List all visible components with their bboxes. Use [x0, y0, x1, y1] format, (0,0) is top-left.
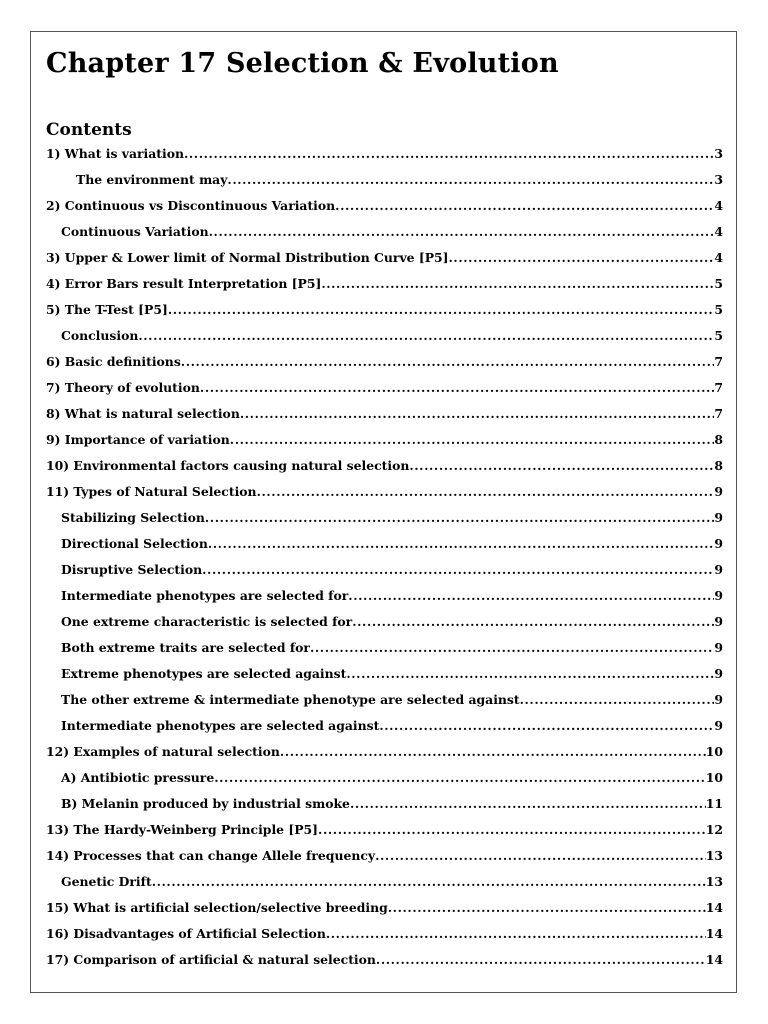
dot-leader: [168, 299, 715, 321]
toc-entry-page-number: 4: [714, 250, 723, 265]
toc-entry-page-number: 13: [705, 848, 723, 863]
toc-entry[interactable]: [46, 637, 723, 663]
toc-entry-label: One extreme characteristic is selected for: [61, 614, 353, 629]
toc-entry-page-number: 7: [714, 380, 723, 395]
dot-leader: [388, 897, 706, 919]
toc-entry-label: Conclusion: [61, 328, 139, 343]
toc-entry-label: The environment may: [76, 172, 228, 187]
dot-leader: [375, 845, 706, 867]
toc-entry-page-number: 9: [714, 614, 723, 629]
toc-entry-label: 17) Comparison of artificial & natural selection: [46, 952, 376, 967]
toc-entry[interactable]: [46, 195, 723, 221]
toc-entry[interactable]: [46, 273, 723, 299]
dot-leader: [280, 741, 706, 763]
toc-entry[interactable]: [46, 403, 723, 429]
toc-entry-page-number: 9: [714, 484, 723, 499]
toc-entry-label: Extreme phenotypes are selected against: [61, 666, 347, 681]
toc-entry-page-number: 5: [714, 302, 723, 317]
toc-entry-label: The other extreme & intermediate phenotype are selected against: [61, 692, 520, 707]
toc-entry-label: 15) What is artificial selection/selective breeding: [46, 900, 388, 915]
toc-entry-label: 5) The T-Test [P5]: [46, 302, 168, 317]
toc-entry[interactable]: [46, 715, 723, 741]
toc-entry[interactable]: [46, 949, 723, 975]
toc-entry-label: Stabilizing Selection: [61, 510, 205, 525]
dot-leader: [310, 637, 714, 659]
dot-leader: [520, 689, 715, 711]
dot-leader: [205, 507, 714, 529]
toc-entry-page-number: 13: [705, 874, 723, 889]
toc-entry-page-number: 9: [714, 640, 723, 655]
toc-entry[interactable]: [46, 377, 723, 403]
toc-entry[interactable]: [46, 325, 723, 351]
toc-entry-page-number: 9: [714, 718, 723, 733]
toc-entry-page-number: 5: [714, 328, 723, 343]
toc-entry-page-number: 10: [705, 744, 723, 759]
dot-leader: [321, 273, 714, 295]
toc-entry[interactable]: [46, 923, 723, 949]
toc-entry-label: Disruptive Selection: [61, 562, 203, 577]
dot-leader: [346, 663, 714, 685]
toc-entry-label: Directional Selection: [61, 536, 208, 551]
toc-entry-label: 16) Disadvantages of Artificial Selection: [46, 926, 326, 941]
chapter-title: Chapter 17 Selection & Evolution: [46, 48, 559, 79]
toc-entry-page-number: 10: [705, 770, 723, 785]
contents-heading: Contents: [46, 120, 132, 140]
toc-entry-label: 9) Importance of variation: [46, 432, 230, 447]
dot-leader: [318, 819, 706, 841]
toc-entry[interactable]: [46, 299, 723, 325]
toc-entry-label: Intermediate phenotypes are selected for: [61, 588, 349, 603]
toc-entry-label: 10) Environmental factors causing natural selection: [46, 458, 410, 473]
dot-leader: [376, 949, 706, 971]
toc-entry[interactable]: [46, 871, 723, 897]
toc-entry-page-number: 5: [714, 276, 723, 291]
toc-entry[interactable]: [46, 689, 723, 715]
toc-entry[interactable]: [46, 143, 723, 169]
toc-entry-label: Genetic Drift: [61, 874, 152, 889]
toc-entry-page-number: 7: [714, 354, 723, 369]
dot-leader: [240, 403, 715, 425]
toc-entry-label: 4) Error Bars result Interpretation [P5]: [46, 276, 322, 291]
toc-entry-page-number: 12: [705, 822, 723, 837]
dot-leader: [184, 143, 714, 165]
toc-entry-page-number: 4: [714, 224, 723, 239]
dot-leader: [208, 533, 715, 555]
dot-leader: [449, 247, 715, 269]
toc-entry-label: 2) Continuous vs Discontinuous Variation: [46, 198, 336, 213]
dot-leader: [181, 351, 715, 373]
dot-leader: [335, 195, 714, 217]
toc-entry[interactable]: [46, 559, 723, 585]
dot-leader: [202, 559, 714, 581]
toc-entry[interactable]: [46, 585, 723, 611]
toc-entry-label: A) Antibiotic pressure: [61, 770, 215, 785]
toc-entry-label: Both extreme traits are selected for: [61, 640, 310, 655]
toc-entry-label: 8) What is natural selection: [46, 406, 240, 421]
toc-entry[interactable]: [46, 845, 723, 871]
toc-entry[interactable]: [46, 221, 723, 247]
dot-leader: [326, 923, 706, 945]
toc-entry[interactable]: [46, 897, 723, 923]
toc-entry-label: 6) Basic definitions: [46, 354, 181, 369]
toc-entry-label: B) Melanin produced by industrial smoke: [61, 796, 350, 811]
toc-entry-page-number: 9: [714, 536, 723, 551]
dot-leader: [230, 429, 715, 451]
toc-entry-page-number: 8: [714, 458, 723, 473]
toc-entry-label: Continuous Variation: [61, 224, 209, 239]
toc-entry-page-number: 4: [714, 198, 723, 213]
toc-entry-page-number: 11: [705, 796, 723, 811]
toc-entry[interactable]: [46, 455, 723, 481]
toc-entry-page-number: 9: [714, 588, 723, 603]
dot-leader: [409, 455, 714, 477]
toc-entry[interactable]: [46, 351, 723, 377]
dot-leader: [214, 767, 706, 789]
toc-entry[interactable]: [46, 429, 723, 455]
toc-entry-page-number: 14: [705, 900, 723, 915]
toc-entry-label: 14) Processes that can change Allele frequency: [46, 848, 376, 863]
toc-entry-page-number: 7: [714, 406, 723, 421]
toc-entry-label: 3) Upper & Lower limit of Normal Distribution Curve [P5]: [46, 250, 449, 265]
toc-entry-label: 1) What is variation: [46, 146, 184, 161]
dot-leader: [152, 871, 706, 893]
dot-leader: [227, 169, 714, 191]
toc-entry-page-number: 14: [705, 952, 723, 967]
dot-leader: [138, 325, 714, 347]
toc-entry[interactable]: [46, 819, 723, 845]
toc-entry[interactable]: [46, 533, 723, 559]
toc-entry[interactable]: [46, 767, 723, 793]
toc-entry-label: 7) Theory of evolution: [46, 380, 200, 395]
dot-leader: [352, 611, 714, 633]
toc-entry-label: Intermediate phenotypes are selected against: [61, 718, 380, 733]
toc-entry[interactable]: [46, 169, 723, 195]
toc-entry-page-number: 3: [714, 172, 723, 187]
dot-leader: [257, 481, 715, 503]
toc-entry-page-number: 14: [705, 926, 723, 941]
toc-entry-page-number: 9: [714, 562, 723, 577]
toc-entry[interactable]: [46, 611, 723, 637]
toc-entry-page-number: 9: [714, 510, 723, 525]
toc-entry-label: 11) Types of Natural Selection: [46, 484, 257, 499]
toc-entry-page-number: 8: [714, 432, 723, 447]
toc-entry-label: 12) Examples of natural selection: [46, 744, 280, 759]
table-of-contents: [46, 143, 723, 975]
toc-entry[interactable]: [46, 247, 723, 273]
dot-leader: [379, 715, 714, 737]
dot-leader: [209, 221, 715, 243]
dot-leader: [350, 793, 706, 815]
dot-leader: [200, 377, 714, 399]
toc-entry[interactable]: [46, 481, 723, 507]
dot-leader: [348, 585, 714, 607]
toc-entry-page-number: 9: [714, 692, 723, 707]
toc-entry-page-number: 9: [714, 666, 723, 681]
toc-entry[interactable]: [46, 663, 723, 689]
toc-entry[interactable]: [46, 793, 723, 819]
toc-entry-label: 13) The Hardy-Weinberg Principle [P5]: [46, 822, 319, 837]
document-page: [30, 31, 737, 993]
toc-entry[interactable]: [46, 507, 723, 533]
toc-entry[interactable]: [46, 741, 723, 767]
toc-entry-page-number: 3: [714, 146, 723, 161]
